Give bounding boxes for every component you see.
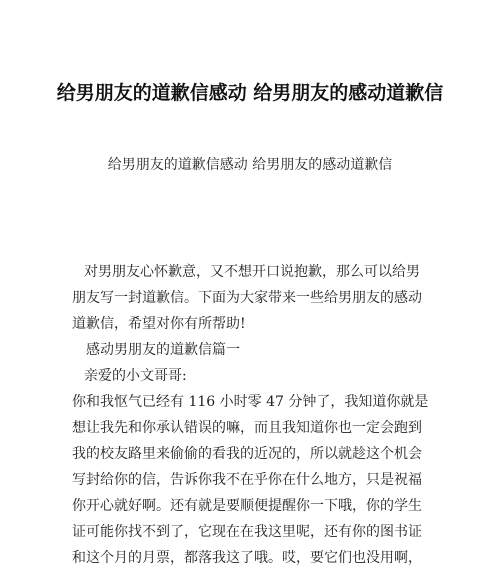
letter-salutation: 亲爱的小文哥哥: xyxy=(84,368,187,384)
document-body xyxy=(72,259,432,566)
section-heading: 感动男朋友的道歉信篇一 xyxy=(86,342,240,358)
document-title: 给男朋友的道歉信感动 给男朋友的感动道歉信 xyxy=(56,82,444,104)
document-subtitle: 给男朋友的道歉信感动 给男朋友的感动道歉信 xyxy=(107,157,393,173)
intro-paragraph: 对男朋友心怀歉意，又不想开口说抱歉，那么可以给男朋友写一封道歉信。下面为大家带来一些给男朋友的感动道歉信，希望对你有所帮助! xyxy=(72,264,422,332)
letter-body-paragraph: 你和我怄气已经有 116 小时零 47 分钟了，我知道你就是想让我先和你承认错误的嘛，而且我知道你也一定会跑到我的校友路里来偷偷的看我的近况的，所以就趁这个机会写封给你的信，告诉你我不在乎你在什么地方，只是祝福你开心就好啊。还有就是要顺便提醒你一下哦，你的学生证可能你找不到了，它现在在我这里呢，还有你的图书证和这个月的月票，都落我这了哦。哎，要它们也没用啊， xyxy=(72,394,429,566)
